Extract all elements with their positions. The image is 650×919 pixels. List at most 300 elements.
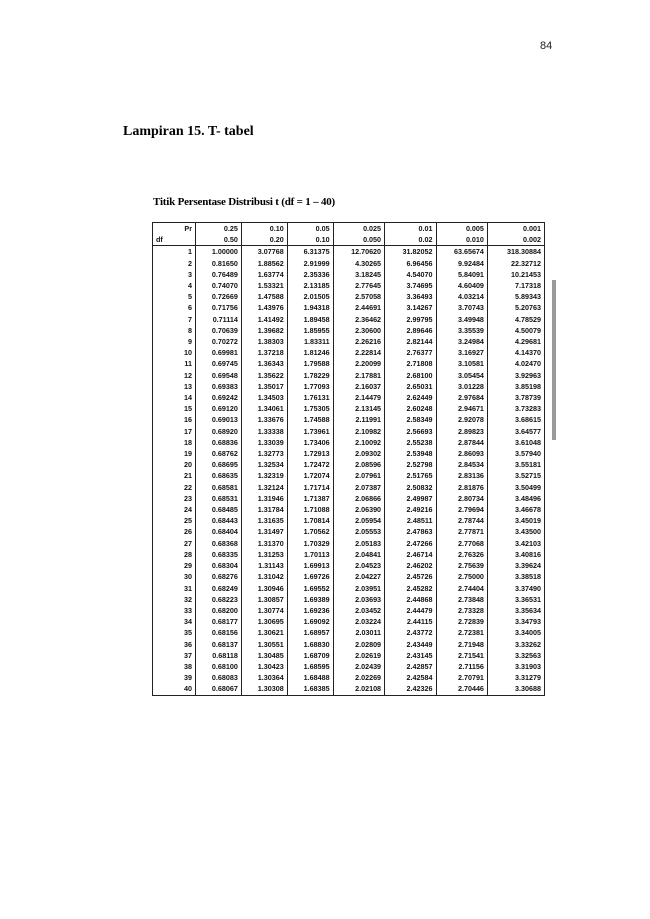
table-cell: 2.01505 — [287, 291, 333, 302]
table-cell: 1.68385 — [287, 683, 333, 695]
header-cell-one-tail: 0.025 — [333, 223, 384, 235]
table-cell: 3.10581 — [436, 358, 487, 369]
df-value: 27 — [153, 538, 196, 549]
table-row — [153, 627, 545, 638]
table-cell: 1.30423 — [241, 661, 287, 672]
table-row — [153, 414, 545, 425]
table-cell: 1.68595 — [287, 661, 333, 672]
table-row — [153, 336, 545, 347]
table-cell: 2.42326 — [385, 683, 436, 695]
header-cell-two-tail: 0.050 — [333, 234, 384, 246]
table-cell: 3.30688 — [487, 683, 544, 695]
df-value: 22 — [153, 482, 196, 493]
table-cell: 2.78744 — [436, 515, 487, 526]
table-cell: 2.71808 — [385, 358, 436, 369]
header-row-two-tail — [153, 234, 545, 246]
table-cell: 22.32712 — [487, 258, 544, 269]
df-value: 6 — [153, 302, 196, 313]
table-cell: 2.47266 — [385, 538, 436, 549]
table-cell: 2.82144 — [385, 336, 436, 347]
table-cell: 1.31143 — [241, 560, 287, 571]
page-number: 84 — [540, 40, 553, 52]
table-cell: 3.73283 — [487, 403, 544, 414]
table-row — [153, 381, 545, 392]
df-value: 3 — [153, 269, 196, 280]
table-cell: 6.31375 — [287, 246, 333, 258]
table-cell: 1.37218 — [241, 347, 287, 358]
table-cell: 3.45019 — [487, 515, 544, 526]
table-cell: 0.69745 — [196, 358, 242, 369]
header-cell-two-tail: 0.20 — [241, 234, 287, 246]
table-row — [153, 459, 545, 470]
table-cell: 2.99795 — [385, 314, 436, 325]
table-cell: 5.20763 — [487, 302, 544, 313]
table-cell: 6.96456 — [385, 258, 436, 269]
table-cell: 1.75305 — [287, 403, 333, 414]
table-cell: 2.81876 — [436, 482, 487, 493]
table-cell: 1.35622 — [241, 370, 287, 381]
table-row — [153, 526, 545, 537]
table-cell: 0.72669 — [196, 291, 242, 302]
table-cell: 1.69726 — [287, 571, 333, 582]
table-cell: 2.48511 — [385, 515, 436, 526]
table-cell: 1.31042 — [241, 571, 287, 582]
table-cell: 2.73328 — [436, 605, 487, 616]
table-cell: 1.68488 — [287, 672, 333, 683]
table-cell: 1.73961 — [287, 426, 333, 437]
table-cell: 2.51765 — [385, 470, 436, 481]
table-cell: 2.74404 — [436, 583, 487, 594]
table-cell: 0.68156 — [196, 627, 242, 638]
table-cell: 318.30884 — [487, 246, 544, 258]
table-cell: 1.30485 — [241, 650, 287, 661]
table-cell: 2.10092 — [333, 437, 384, 448]
table-cell: 1.30551 — [241, 639, 287, 650]
header-cell-one-tail: 0.01 — [385, 223, 436, 235]
table-cell: 2.65031 — [385, 381, 436, 392]
table-cell: 2.71156 — [436, 661, 487, 672]
table-cell: 1.33338 — [241, 426, 287, 437]
table-cell: 1.31497 — [241, 526, 287, 537]
table-cell: 0.68762 — [196, 448, 242, 459]
table-cell: 2.50832 — [385, 482, 436, 493]
table-row — [153, 482, 545, 493]
table-cell: 2.76377 — [385, 347, 436, 358]
table-cell: 3.42103 — [487, 538, 544, 549]
table-cell: 2.84534 — [436, 459, 487, 470]
table-cell: 4.03214 — [436, 291, 487, 302]
table-cell: 2.53948 — [385, 448, 436, 459]
df-value: 34 — [153, 616, 196, 627]
table-cell: 1.41492 — [241, 314, 287, 325]
table-cell: 1.33676 — [241, 414, 287, 425]
df-value: 35 — [153, 627, 196, 638]
table-cell: 2.11991 — [333, 414, 384, 425]
table-cell: 0.68276 — [196, 571, 242, 582]
table-row — [153, 571, 545, 582]
df-value: 17 — [153, 426, 196, 437]
df-value: 7 — [153, 314, 196, 325]
table-cell: 1.70329 — [287, 538, 333, 549]
table-row — [153, 347, 545, 358]
table-cell: 2.91999 — [287, 258, 333, 269]
table-cell: 1.72074 — [287, 470, 333, 481]
table-cell: 2.56693 — [385, 426, 436, 437]
table-cell: 2.08596 — [333, 459, 384, 470]
table-cell: 2.05183 — [333, 538, 384, 549]
table-cell: 0.68100 — [196, 661, 242, 672]
table-cell: 1.68830 — [287, 639, 333, 650]
table-cell: 9.92484 — [436, 258, 487, 269]
table-cell: 2.36462 — [333, 314, 384, 325]
table-cell: 0.74070 — [196, 280, 242, 291]
table-row — [153, 470, 545, 481]
table-cell: 2.04227 — [333, 571, 384, 582]
table-row — [153, 549, 545, 560]
df-value: 15 — [153, 403, 196, 414]
table-cell: 2.07961 — [333, 470, 384, 481]
df-value: 39 — [153, 672, 196, 683]
table-cell: 2.17881 — [333, 370, 384, 381]
table-row — [153, 392, 545, 403]
table-cell: 1.30621 — [241, 627, 287, 638]
df-value: 2 — [153, 258, 196, 269]
table-cell: 2.04841 — [333, 549, 384, 560]
table-cell: 2.77645 — [333, 280, 384, 291]
table-cell: 0.68368 — [196, 538, 242, 549]
table-cell: 0.68635 — [196, 470, 242, 481]
table-cell: 1.39682 — [241, 325, 287, 336]
table-cell: 2.13145 — [333, 403, 384, 414]
df-value: 31 — [153, 583, 196, 594]
table-cell: 3.57940 — [487, 448, 544, 459]
table-cell: 1.71387 — [287, 493, 333, 504]
table-row — [153, 437, 545, 448]
table-cell: 1.00000 — [196, 246, 242, 258]
table-row — [153, 426, 545, 437]
df-value: 9 — [153, 336, 196, 347]
df-value: 21 — [153, 470, 196, 481]
table-cell: 3.35634 — [487, 605, 544, 616]
table-cell: 2.72839 — [436, 616, 487, 627]
table-cell: 3.40816 — [487, 549, 544, 560]
table-cell: 1.30946 — [241, 583, 287, 594]
table-body — [153, 246, 545, 695]
table-cell: 3.50499 — [487, 482, 544, 493]
df-value: 1 — [153, 246, 196, 258]
table-cell: 3.01228 — [436, 381, 487, 392]
table-cell: 2.44479 — [385, 605, 436, 616]
table-cell: 2.10982 — [333, 426, 384, 437]
header-cell-two-tail: 0.50 — [196, 234, 242, 246]
table-cell: 1.53321 — [241, 280, 287, 291]
table-cell: 2.45282 — [385, 583, 436, 594]
table-row — [153, 448, 545, 459]
table-cell: 5.84091 — [436, 269, 487, 280]
table-cell: 4.50079 — [487, 325, 544, 336]
table-cell: 2.46714 — [385, 549, 436, 560]
table-cell: 3.05454 — [436, 370, 487, 381]
df-value: 24 — [153, 504, 196, 515]
table-cell: 1.88562 — [241, 258, 287, 269]
table-cell: 2.75639 — [436, 560, 487, 571]
df-value: 37 — [153, 650, 196, 661]
header-cell-two-tail: 0.02 — [385, 234, 436, 246]
table-row — [153, 504, 545, 515]
table-row — [153, 661, 545, 672]
table-row — [153, 560, 545, 571]
df-value: 28 — [153, 549, 196, 560]
table-cell: 2.03011 — [333, 627, 384, 638]
table-cell: 0.81650 — [196, 258, 242, 269]
table-cell: 0.68920 — [196, 426, 242, 437]
table-cell: 1.72472 — [287, 459, 333, 470]
table-cell: 2.68100 — [385, 370, 436, 381]
table-cell: 3.55181 — [487, 459, 544, 470]
table-row — [153, 370, 545, 381]
table-cell: 1.76131 — [287, 392, 333, 403]
scrollbar[interactable] — [552, 280, 556, 440]
table-row — [153, 493, 545, 504]
table-cell: 2.58349 — [385, 414, 436, 425]
table-cell: 2.03452 — [333, 605, 384, 616]
table-cell: 3.43500 — [487, 526, 544, 537]
table-row — [153, 403, 545, 414]
table-cell: 1.68957 — [287, 627, 333, 638]
table-cell: 1.32319 — [241, 470, 287, 481]
df-value: 26 — [153, 526, 196, 537]
table-cell: 2.49987 — [385, 493, 436, 504]
table-cell: 1.43976 — [241, 302, 287, 313]
table-cell: 2.42584 — [385, 672, 436, 683]
table-cell: 1.70814 — [287, 515, 333, 526]
table-cell: 2.44868 — [385, 594, 436, 605]
table-cell: 3.31279 — [487, 672, 544, 683]
table-cell: 2.03224 — [333, 616, 384, 627]
table-cell: 1.78229 — [287, 370, 333, 381]
table-cell: 0.69981 — [196, 347, 242, 358]
table-cell: 2.30600 — [333, 325, 384, 336]
table-cell: 1.30695 — [241, 616, 287, 627]
table-row — [153, 672, 545, 683]
table-cell: 0.68177 — [196, 616, 242, 627]
df-value: 14 — [153, 392, 196, 403]
df-value: 18 — [153, 437, 196, 448]
header-cell-two-tail: 0.010 — [436, 234, 487, 246]
table-cell: 0.71756 — [196, 302, 242, 313]
table-cell: 2.70446 — [436, 683, 487, 695]
table-cell: 1.30774 — [241, 605, 287, 616]
header-cell-one-tail: 0.25 — [196, 223, 242, 235]
header-row-one-tail — [153, 223, 545, 235]
table-cell: 2.43145 — [385, 650, 436, 661]
table-cell: 1.77093 — [287, 381, 333, 392]
table-cell: 1.71714 — [287, 482, 333, 493]
table-cell: 1.31784 — [241, 504, 287, 515]
table-cell: 1.68709 — [287, 650, 333, 661]
table-cell: 3.92963 — [487, 370, 544, 381]
df-value: 16 — [153, 414, 196, 425]
table-cell: 3.46678 — [487, 504, 544, 515]
table-row — [153, 515, 545, 526]
table-cell: 0.68067 — [196, 683, 242, 695]
table-cell: 3.16927 — [436, 347, 487, 358]
table-cell: 2.44115 — [385, 616, 436, 627]
df-value: 10 — [153, 347, 196, 358]
header-cell-one-tail: 0.001 — [487, 223, 544, 235]
df-value: 33 — [153, 605, 196, 616]
table-cell: 31.82052 — [385, 246, 436, 258]
table-cell: 3.36493 — [385, 291, 436, 302]
table-cell: 2.45726 — [385, 571, 436, 582]
table-cell: 1.71088 — [287, 504, 333, 515]
table-cell: 2.02269 — [333, 672, 384, 683]
table-cell: 1.63774 — [241, 269, 287, 280]
header-cell-one-tail: 0.05 — [287, 223, 333, 235]
header-cell-two-tail: 0.10 — [287, 234, 333, 246]
table-cell: 2.57058 — [333, 291, 384, 302]
table-cell: 3.39624 — [487, 560, 544, 571]
table-cell: 4.60409 — [436, 280, 487, 291]
table-cell: 2.02809 — [333, 639, 384, 650]
table-cell: 1.73406 — [287, 437, 333, 448]
table-cell: 1.34503 — [241, 392, 287, 403]
table-cell: 12.70620 — [333, 246, 384, 258]
table-cell: 2.20099 — [333, 358, 384, 369]
table-cell: 1.34061 — [241, 403, 287, 414]
table-cell: 2.97684 — [436, 392, 487, 403]
table-cell: 2.55238 — [385, 437, 436, 448]
table-cell: 3.74695 — [385, 280, 436, 291]
table-cell: 0.68581 — [196, 482, 242, 493]
table-cell: 0.68223 — [196, 594, 242, 605]
table-cell: 2.71541 — [436, 650, 487, 661]
table-cell: 4.54070 — [385, 269, 436, 280]
table-row — [153, 325, 545, 336]
df-value: 5 — [153, 291, 196, 302]
table-title: Titik Persentase Distribusi t (df = 1 – 40) — [153, 196, 336, 208]
table-cell: 1.32124 — [241, 482, 287, 493]
table-cell: 2.16037 — [333, 381, 384, 392]
df-value: 30 — [153, 571, 196, 582]
table-cell: 2.77068 — [436, 538, 487, 549]
table-cell: 4.02470 — [487, 358, 544, 369]
df-value: 29 — [153, 560, 196, 571]
table-cell: 3.34793 — [487, 616, 544, 627]
table-cell: 2.09302 — [333, 448, 384, 459]
table-cell: 2.06390 — [333, 504, 384, 515]
table-row — [153, 639, 545, 650]
table-cell: 3.38518 — [487, 571, 544, 582]
table-cell: 1.38303 — [241, 336, 287, 347]
df-value: 19 — [153, 448, 196, 459]
table-cell: 2.42857 — [385, 661, 436, 672]
table-row — [153, 291, 545, 302]
table-cell: 2.62449 — [385, 392, 436, 403]
table-cell: 2.76326 — [436, 549, 487, 560]
table-cell: 1.31635 — [241, 515, 287, 526]
table-cell: 0.68304 — [196, 560, 242, 571]
table-cell: 2.47863 — [385, 526, 436, 537]
table-cell: 1.85955 — [287, 325, 333, 336]
table-cell: 0.69242 — [196, 392, 242, 403]
table-cell: 3.07768 — [241, 246, 287, 258]
table-cell: 0.68137 — [196, 639, 242, 650]
header-cell-one-tail: 0.10 — [241, 223, 287, 235]
table-cell: 0.68404 — [196, 526, 242, 537]
df-value: 12 — [153, 370, 196, 381]
table-cell: 1.32534 — [241, 459, 287, 470]
header-cell-one-tail: 0.005 — [436, 223, 487, 235]
table-cell: 1.69389 — [287, 594, 333, 605]
table-cell: 1.69913 — [287, 560, 333, 571]
table-cell: 3.31903 — [487, 661, 544, 672]
table-cell: 3.36531 — [487, 594, 544, 605]
table-row — [153, 605, 545, 616]
df-value: 25 — [153, 515, 196, 526]
df-label: df — [153, 234, 196, 246]
table-cell: 2.26216 — [333, 336, 384, 347]
table-cell: 2.94671 — [436, 403, 487, 414]
table-cell: 2.49216 — [385, 504, 436, 515]
table-row — [153, 302, 545, 313]
table-cell: 3.33262 — [487, 639, 544, 650]
table-cell: 2.72381 — [436, 627, 487, 638]
table-row — [153, 594, 545, 605]
table-cell: 1.69092 — [287, 616, 333, 627]
table-row — [153, 538, 545, 549]
table-cell: 2.70791 — [436, 672, 487, 683]
table-cell: 0.68531 — [196, 493, 242, 504]
table-cell: 1.81246 — [287, 347, 333, 358]
df-value: 40 — [153, 683, 196, 695]
table-cell: 2.43772 — [385, 627, 436, 638]
table-cell: 3.70743 — [436, 302, 487, 313]
table-cell: 3.24984 — [436, 336, 487, 347]
table-cell: 0.76489 — [196, 269, 242, 280]
header-cell-two-tail: 0.002 — [487, 234, 544, 246]
table-cell: 0.69120 — [196, 403, 242, 414]
table-cell: 1.30308 — [241, 683, 287, 695]
table-cell: 0.68836 — [196, 437, 242, 448]
table-row — [153, 358, 545, 369]
table-cell: 2.14479 — [333, 392, 384, 403]
table-cell: 3.14267 — [385, 302, 436, 313]
table-cell: 2.89823 — [436, 426, 487, 437]
table-cell: 1.79588 — [287, 358, 333, 369]
table-cell: 3.37490 — [487, 583, 544, 594]
table-cell: 2.04523 — [333, 560, 384, 571]
df-value: 36 — [153, 639, 196, 650]
table-cell: 2.44691 — [333, 302, 384, 313]
table-cell: 2.03951 — [333, 583, 384, 594]
table-cell: 0.70639 — [196, 325, 242, 336]
table-cell: 2.75000 — [436, 571, 487, 582]
table-cell: 1.69236 — [287, 605, 333, 616]
table-cell: 3.18245 — [333, 269, 384, 280]
table-cell: 3.49948 — [436, 314, 487, 325]
df-value: 32 — [153, 594, 196, 605]
table-cell: 2.43449 — [385, 639, 436, 650]
table-cell: 4.29681 — [487, 336, 544, 347]
table-cell: 1.74588 — [287, 414, 333, 425]
table-cell: 3.35539 — [436, 325, 487, 336]
table-cell: 2.05553 — [333, 526, 384, 537]
table-row — [153, 650, 545, 661]
table-cell: 1.69552 — [287, 583, 333, 594]
table-cell: 2.79694 — [436, 504, 487, 515]
table-cell: 2.73848 — [436, 594, 487, 605]
